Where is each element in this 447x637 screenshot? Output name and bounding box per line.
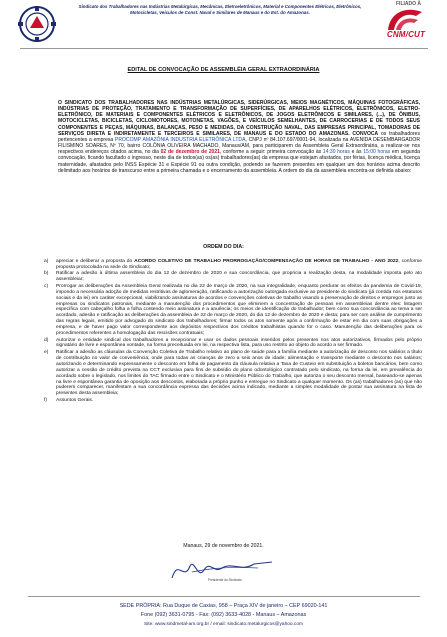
agenda-item [44,350,422,397]
agenda-item-text: Prorrogar as deliberações da Assembleia Geral realizada no dia 22 de março de 2020, na sua integralidade, enquanto perdurar os efeitos da pandemia de Covid-19, impondo a necessária adoção de medidas restritivas de aglomeração, ratificando a autorização outorgada exclusive ao presidente do sindicato (já contida nos estatutos sociais e da lei) em caráter excepcional, viabilizando assinaturas de acordos e convenções coletivas de trabalho visando a preservação de direitos e empregos junto as empresas ou sindicatos patronais, mediante a manutenção dos procedimentos que eliminem a concentração de pessoas em assembleias dentre eles: listagem específica com cabeçalho folha a folha contendo meio assinatura e a anuência; os meios de identificação do trabalhador; bem como sua concordância ao tema a ser acordado, adesão e ratificação as deliberações da assembleia de 22 de março de 2020, do dia 12 de dezembro de 2020 e desta; para ser com análise de cumprimento das regras legais, emitido por advogado do sindicato dos trabalhadores; firmar todos os atos somente após a confirmação de estar em dia com suas obrigações a empresa, e de haver pago valor correspondente aos depósitos respectivos dos créditos trabalhistas quando for o caso. Manutenção das deliberações para os procedimentos referentes a homologação das rescisões contratuais; [56,283,422,337]
assembly-date: 02 de dezembro de 2021 [160,149,220,156]
agenda-item-text: apreciar e deliberar a proposta do ACORDO COLETIVO DE TRABALHO PRORROGAÇÃO/COMPENSAÇÃO DE HORAS DE TRABALHO - ANO 2022, conforme proposta protocolada na sede do Sindicato; [56,259,422,270]
agenda-item-letter: e) [44,349,49,355]
agenda-item-letter: c) [44,283,49,289]
agenda-title: ORDEM DO DIA: [203,244,244,250]
second-call-time: 15:00 horas [363,149,391,156]
header-divider [20,48,428,49]
intro-text-2: , CNPJ nº 84.107.697/0001-94, localizada na AVENIDA DESEMBARGADOR FILISMINO SOARES, Nº 70, bairro COLÔNIA OLIVEIRA MACHADO, Manaus/AM, para participarem da Assembleia Geral Extraordinária, a realizar-se nos respectivos endereços citados acima, no dia [58,136,420,156]
intro-text-5: em segunda convocação, ficando facultado o ingresso, neste dia de todos(as) os(as) trabalhadores(as) da empresa que estejam afastados, por férias, licença médica, licença maternidade, afastados pelo INSS Espécie 31 e Espécie 91 ou outra condição, podendo se fazerem presentes em qualquer um dos horários acima descrito delimitado aos horários de transcurso entre a primeira chamada e o encerramento da assembleia. A ordem do dia da assembleia encontra-se definida abaixo: [58,149,420,174]
union-header-text: Sindicato dos Trabalhadores nas Indústrias Metalúrgicas, Mecânicas, Eletroeletrônicos, Material e Componentes Elétricos, Eletrônicos, Motocicletas, Veículos de Const. Naval e Similares de Manaus e do Est. do Amazonas. [78,4,362,15]
footer-divider [28,596,420,597]
agenda-item-letter: b) [44,271,49,277]
agenda-item-text: Ratificar a adesão as cláusulas da Convenção Coletiva de Trabalho relativo ao plano de saúde para a família mediante a autorização de desconto nos salários a título de contribuição no valor de conveniência; onde para todas as crianças de zero a seis anos de idade; alimentação e transporte mediante o desconto nos salários; autorizando e determinando expressamente o desconto em folha de pagamento da cláusula relativa a Taxa de Custeio em substituição a boletos bancários, bem como autorizar a cessão de crédito prevista na CCT exclusiva para fins de subsídio do plano odontológico contratado pelo sindicato, na forma da lei, em prevalência do acordado sobre o legislado, nos limites do TAC firmado entre o Sindicato e o Ministério Público do Trabalho, que autoriza o seu desconto mensal, baseando-se apenas na livre e espontânea garantia de oposição aos descontos, elaborada a próprio punho e entregue no Sindicato a qualquer momento. Os (as) trabalhadores (as) que não puderem comparecer, manifestam a sua concordância expressa das decisões acima indicado, mediante a simples modalidade de postar sua assinatura na lista de presentes desta assembleia; [56,349,422,397]
footer-web: Site: www.sindmetal-am.org.br / email: sindicato.metalurgicos@yahoo.com [144,622,303,627]
footer-phone: Fone (092) 3631-0795 - Fax: (092) 3633-4028 - Manaus – Amazonas [140,612,307,618]
company-name: PROCOMP AMAZÔNIA INDUSTRIA ELETRÔNICA LTDA [115,136,246,143]
agenda-item [44,284,422,337]
agenda-item-letter: d) [44,337,49,343]
place-and-date: Manaus, 29 de novembro de 2021. [183,543,264,549]
intro-text-1: os trabalhadores pertencentes a empresa [58,130,420,143]
agenda-item-text: Autorizar e entidade sindical dos trabalhadores a recepcionar e usar os dados pessoais inseridos pelos presentes nos atos autorizativos, firmados pelo próprio signatário de livre e espontânea vontade, na forma preceituada em lei, na respectiva lista, para uso restrito ao objeto do acordo a ser firmado. [56,337,422,349]
agenda-item-letter: f) [44,397,47,403]
signature-icon [162,552,282,588]
signature-caption: Presidente do Sindicato [208,578,242,582]
agenda-item-text: Assuntos Gerais. [56,397,94,403]
agenda-item [44,259,422,271]
agenda-list [44,259,422,404]
convoca-word: CONVOCA [352,130,379,137]
agenda-item-letter: a) [44,259,49,264]
agenda-item [44,338,422,350]
intro-text-3: , conforme a seguir: primeira convocação às [219,149,323,156]
union-logo-icon [16,4,58,44]
document-title: EDITAL DE CONVOCAÇÃO DE ASSEMBLÉIA GERAL EXTRAORDINÁRIA [127,67,320,73]
intro-text-4: e às [349,149,364,156]
agenda-item-text: Ratificar a adesão à última assembleia do dia 12 de dezembro de 2020 e sua concordância, que propricia a realização desta, na modalidade imposta pelo ato assembleiar; [56,271,422,283]
intro-paragraph [58,100,420,174]
footer-address: SEDE PRÓPRIA: Rua Duque de Caxias, 958 – Praça XIV de janeiro – CEP 69020-141 [119,603,328,609]
union-full-name: O SINDICATO DOS TRABALHADORES NAS INDÚSTRIAS METALÚRGICAS, SIDERÚRGICAS, MEIOS MAGNÉTICOS, MÁQUINAS FOTOGRÁFICAS, INDÚSTRIAS DE PROTEÇÃO, TRATAMENTO E TRANSFORMAÇÃO DE SUPERFÍCIES, DE APARELHOS ELÉTRICOS, ELETRÔNICOS, ELETRO-ELETRÔNICO, DE MATERIAIS E COMPONENTES ELÉTRICOS E ELETRÔNICOS, DE JOGOS ELETRÔNICOS E SIMILARES, (...), DE ÔNIBUS, MOTOCICLETAS, BICICLETAS, CICLOMOTORES, MOTONETAS, VAGÕES, E VEÍCULOS SEMELHANTES, DE CARROCERIAS E DE TODOS SEUS COMPONENTES E PEÇAS, MÁQUINAS, BALANÇAS, PESO E MEDIDAS, DA CONSTRUÇÃO NAVAL, DAS EMPRESAS PRINCIPAL, TOMADORAS DE SERVIÇOS DIRETA E INDIRETAMENTE E TERCEIROS E SIMILARES, DE MANAUS E DO ESTADO DO AMAZONAS. [58,100,420,137]
cnm-cut-label: CNM/CUT [386,30,426,39]
agenda-item [44,398,422,404]
first-call-time: 14:30 horas [322,149,350,156]
agenda-item [44,271,422,283]
affiliation-label: FILIADO À [396,1,421,7]
